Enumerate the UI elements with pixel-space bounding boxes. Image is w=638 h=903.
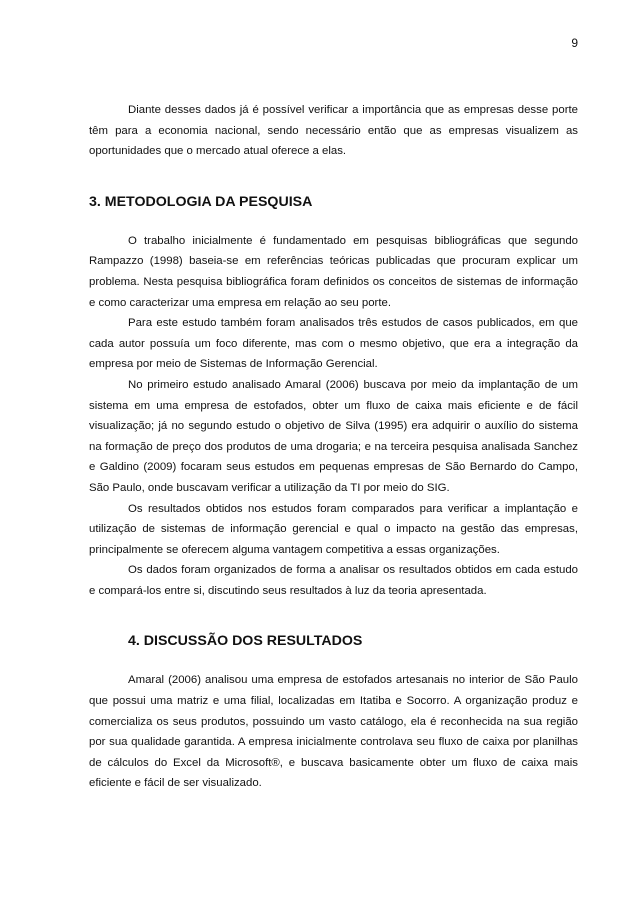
page-content [89,100,578,794]
page-number: 9 [571,36,578,50]
section-3-paragraph-2: Para este estudo também foram analisados três estudos de casos publicados, em que cada autor possuía um foco diferente, mas com o mesmo objetivo, que era a integração da empresa por meio de Sistemas de Informação Gerencial. [89,317,578,371]
section-3-paragraph-1: O trabalho inicialmente é fundamentado em pesquisas bibliográficas que segundo Rampazzo (1998) baseia-se em referências teóricas publicadas que procuram explicar um problema. Nesta pesquisa bibliográfica foram definidos os conceitos de sistemas de informação e como caracterizar uma empresa em relação ao seu porte. [89,234,578,309]
section-4-heading: 4. DISCUSSÃO DOS RESULTADOS [128,633,363,650]
section-3-paragraph-5: Os dados foram organizados de forma a analisar os resultados obtidos em cada estudo e compará-los entre si, discutindo seus resultados à luz da teoria apresentada. [89,564,578,597]
section-3-heading: 3. METODOLOGIA DA PESQUISA [89,193,313,210]
intro-paragraph: Diante desses dados já é possível verificar a importância que as empresas desse porte têm para a economia nacional, sendo necessário então que as empresas visualizem as oportunidades que o mercado atual oferece a elas. [89,104,578,158]
section-4-paragraph-1: Amaral (2006) analisou uma empresa de estofados artesanais no interior de São Paulo que possui uma matriz e uma filial, localizadas em Itatiba e Socorro. A organização produz e comercializa os seus produtos, possuindo um vasto catálogo, ela é reconhecida na sua região por sua qualidade garantida. A empresa inicialmente controlava seu fluxo de caixa por planilhas de cálculos do Excel da Microsoft®, e buscava basicamente obter um fluxo de caixa mais eficiente e fácil de ser visualizado. [89,674,578,790]
section-3-paragraph-3: No primeiro estudo analisado Amaral (2006) buscava por meio da implantação de um sistema em uma empresa de estofados, obter um fluxo de caixa mais eficiente e de fácil visualização; já no segundo estudo o objetivo de Silva (1995) era adquirir o auxílio do sistema na formação de preço dos produtos de uma drogaria; e na terceira pesquisa analisada Sanchez e Galdino (2009) focaram seus estudos em pequenas empresas de São Bernardo do Campo, São Paulo, onde buscavam verificar a utilização da TI por meio do SIG. [89,378,578,494]
section-3-paragraph-4: Os resultados obtidos nos estudos foram comparados para verificar a implantação e utilização de sistemas de informação gerencial e qual o impacto na gestão das empresas, principalmente se oferecem alguma vantagem competitiva a essas organizações. [89,502,578,556]
